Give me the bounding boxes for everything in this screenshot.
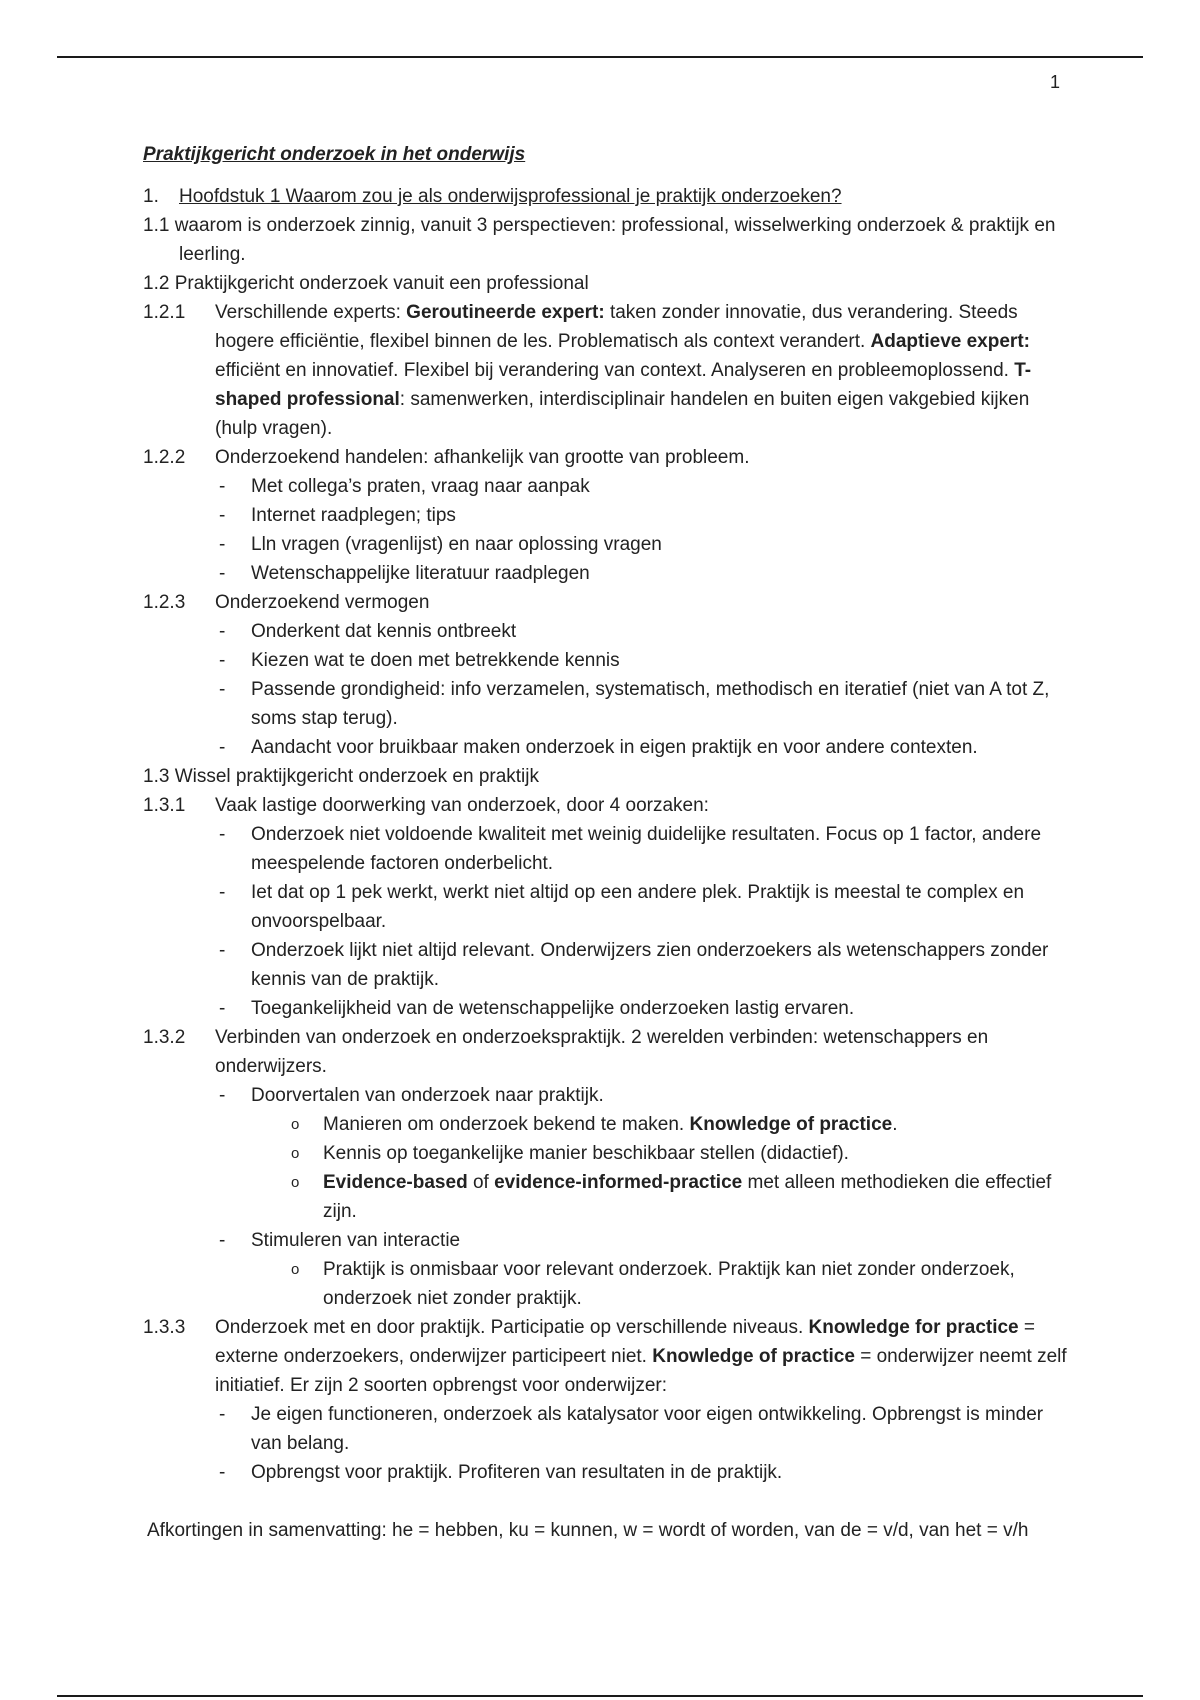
section-1-3: 1.3 Wissel praktijkgericht onderzoek en praktijk — [143, 766, 540, 787]
sub-list-item: o Manieren om onderzoek bekend te maken. Knowledge of practice. — [291, 1114, 898, 1135]
list-item: - Onderzoek niet voldoende kwaliteit met weinig duidelijke resultaten. Focus op 1 factor, andere meespelende factoren onderbelicht. — [219, 824, 1042, 874]
document-body — [143, 140, 1073, 1545]
chapter-heading: 1. Hoofdstuk 1 Waarom zou je als onderwijsprofessional je praktijk onderzoeken? — [143, 186, 842, 207]
section-1-3-2: 1.3.2 Verbinden van onderzoek en onderzoekspraktijk. 2 werelden verbinden: wetenschappers en onderwijzers. — [143, 1027, 989, 1077]
list-item: - Toegankelijkheid van de wetenschappelijke onderzoeken lastig ervaren. — [219, 998, 855, 1019]
page-number: 1 — [1049, 72, 1060, 92]
list-item: - Iet dat op 1 pek werkt, werkt niet altijd op een andere plek. Praktijk is meestal te complex en onvoorspelbaar. — [219, 882, 1025, 932]
list-item: - Je eigen functioneren, onderzoek als katalysator voor eigen ontwikkeling. Opbrengst is minder van belang. — [219, 1404, 1044, 1454]
list-item: - Internet raadplegen; tips — [219, 505, 456, 526]
section-1-2-3: 1.2.3 Onderzoekend vermogen — [143, 592, 430, 613]
list-item: - Opbrengst voor praktijk. Profiteren van resultaten in de praktijk. — [219, 1462, 783, 1483]
list-item: - Kiezen wat te doen met betrekkende kennis — [219, 650, 620, 671]
abbreviations-note: Afkortingen in samenvatting: he = hebben, ku = kunnen, w = wordt of worden, van de = v/d, van het = v/h — [147, 1520, 1029, 1541]
list-item: - Doorvertalen van onderzoek naar praktijk. — [219, 1085, 604, 1106]
list-item: - Onderkent dat kennis ontbreekt — [219, 621, 517, 642]
list-item: - Lln vragen (vragenlijst) en naar oplossing vragen — [219, 534, 662, 555]
top-rule — [57, 56, 1143, 58]
section-1-1: 1.1 waarom is onderzoek zinnig, vanuit 3 perspectieven: professional, wisselwerking onderzoek & praktijk en leerling. — [143, 215, 1056, 265]
section-1-2-1: 1.2.1 Verschillende experts: Geroutineerde expert: taken zonder innovatie, dus verandering. Steeds hogere efficiëntie, flexibel binnen de les. Problematisch als context verandert. Adaptieve expert: efficiënt en innovatief. Flexibel bij verandering van context. Analyseren en probleemoplossend. T-shaped professional: samenwerken, interdisciplinair handelen en buiten eigen vakgebied kijken (hulp vragen). — [143, 302, 1032, 439]
list-item: - Wetenschappelijke literatuur raadplegen — [219, 563, 590, 584]
list-item: - Met collega’s praten, vraag naar aanpak — [219, 476, 590, 497]
document-title: Praktijkgericht onderzoek in het onderwijs — [143, 144, 526, 165]
sub-list-item: o Praktijk is onmisbaar voor relevant onderzoek. Praktijk kan niet zonder onderzoek, onderzoek niet zonder praktijk. — [291, 1259, 1015, 1309]
list-item: - Stimuleren van interactie — [219, 1230, 461, 1251]
section-1-3-3: 1.3.3 Onderzoek met en door praktijk. Participatie op verschillende niveaus. Knowledge for practice = externe onderzoekers, onderwijzer participeert niet. Knowledge of practice = onderwijzer neemt zelf initiatief. Er zijn 2 soorten opbrengst voor onderwijzer: — [143, 1317, 1067, 1396]
sub-list-item: o Evidence-based of evidence-informed-practice met alleen methodieken die effectief zijn. — [291, 1172, 1052, 1222]
list-item: - Onderzoek lijkt niet altijd relevant. Onderwijzers zien onderzoekers als wetenschappers zonder kennis van de praktijk. — [219, 940, 1049, 990]
sub-list-item: o Kennis op toegankelijke manier beschikbaar stellen (didactief). — [291, 1143, 849, 1164]
section-1-2: 1.2 Praktijkgericht onderzoek vanuit een professional — [143, 273, 589, 294]
list-item: - Passende grondigheid: info verzamelen, systematisch, methodisch en iteratief (niet van A tot Z, soms stap terug). — [219, 679, 1050, 729]
bottom-rule — [57, 1695, 1143, 1697]
section-1-2-2: 1.2.2 Onderzoekend handelen: afhankelijk van grootte van probleem. — [143, 447, 750, 468]
list-item: - Aandacht voor bruikbaar maken onderzoek in eigen praktijk en voor andere contexten. — [219, 737, 978, 758]
section-1-3-1: 1.3.1 Vaak lastige doorwerking van onderzoek, door 4 oorzaken: — [143, 795, 709, 816]
